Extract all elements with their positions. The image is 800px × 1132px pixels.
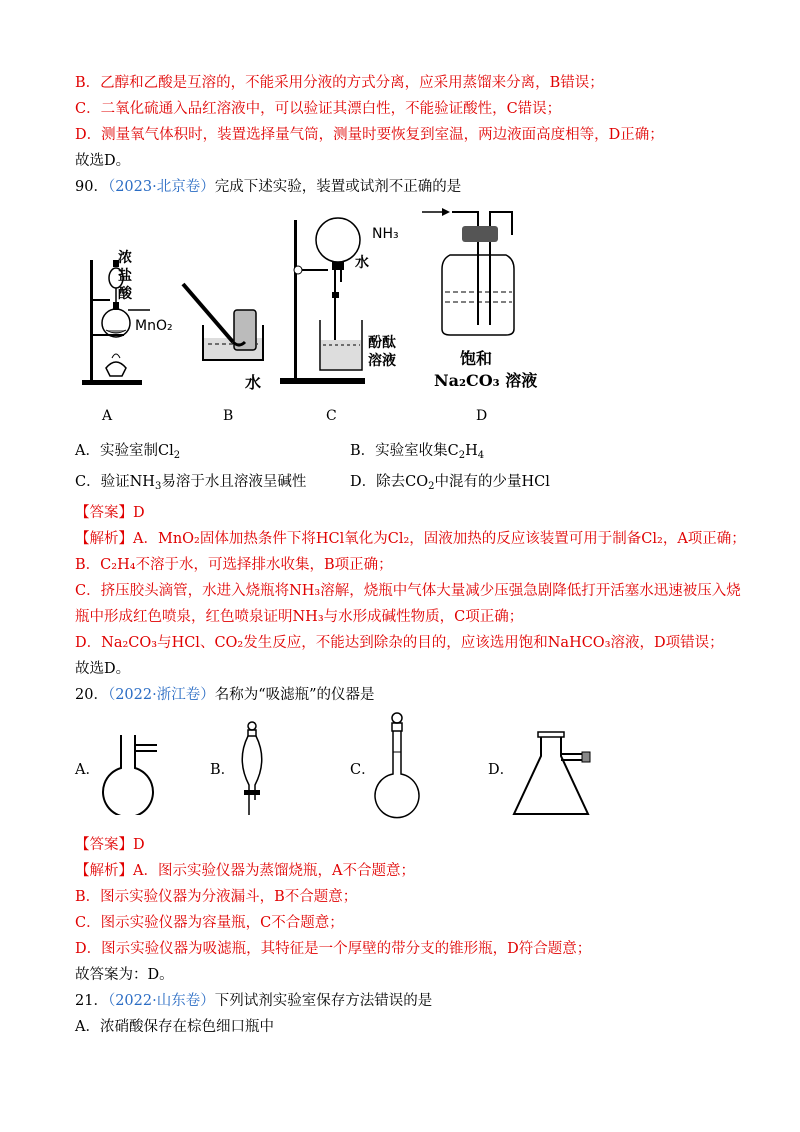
caption-c: C [326, 408, 337, 424]
q90-answer: 【答案】D [75, 505, 145, 521]
prev-conclusion: 故选D。 [75, 153, 131, 169]
q90-stem-line [75, 177, 461, 197]
label-d-solution-2: Na₂CO₃ 溶液 [434, 371, 538, 390]
label-c-indicator-2: 溶液 [368, 353, 396, 369]
q20-analysis-c: C．图示实验仪器为容量瓶，C不合题意； [75, 915, 344, 931]
label-a-mno2: MnO₂ [135, 318, 173, 334]
separatory-funnel-icon [232, 720, 272, 820]
q20-source: （2022·浙江卷） [107, 687, 215, 703]
q90-source: （2023·北京卷） [107, 179, 215, 195]
label-a-reagent-2: 盐 [118, 268, 132, 284]
q21-option-a: A．浓硝酸保存在棕色细口瓶中 [75, 1019, 274, 1035]
prev-analysis-b: B．乙醇和乙酸是互溶的，不能采用分液的方式分离，应采用蒸馏来分离，B错误； [75, 75, 604, 91]
q20-analysis-b: B．图示实验仪器为分液漏斗，B不合题意； [75, 889, 358, 905]
q20-option-b-label: B． [210, 762, 236, 778]
q20-analysis-a: 【解析】A．图示实验仪器为蒸馏烧瓶，A不合题意； [75, 863, 415, 879]
apparatus-c-figure [280, 210, 380, 390]
q90-analysis-d: D．Na₂CO₃与HCl、CO₂发生反应，不能达到除杂的目的，应该选用饱和NaHCO₃溶液，D项错误； [75, 635, 724, 651]
label-c-water: 水 [355, 255, 369, 271]
q20-stem: 名称为“吸滤瓶”的仪器是 [214, 687, 375, 703]
q20-option-d-label: D． [488, 762, 515, 778]
distilling-flask-icon [95, 730, 165, 815]
q90-option-a: A．实验室制$Cl_2$ [75, 443, 181, 461]
q21-source: （2022·山东卷） [107, 993, 215, 1009]
caption-a: A [102, 408, 113, 424]
q90-option-b: B．实验室收集$C_2H_4$ [350, 443, 485, 461]
q20-stem-line [75, 685, 375, 705]
label-a-reagent-1: 浓 [118, 250, 132, 266]
apparatus-d-figure [420, 200, 530, 340]
q90-option-d: D．除去$CO_2$中混有的少量HCl [350, 474, 550, 492]
q21-stem-line [75, 991, 432, 1011]
prev-analysis-c: C．二氧化硫通入品红溶液中，可以验证其漂白性，不能验证酸性，C错误； [75, 101, 562, 117]
q21-number: 21． [75, 993, 108, 1009]
caption-d: D [476, 408, 488, 424]
q90-option-c: C．验证$NH_3$易溶于水且溶液呈碱性 [75, 474, 307, 492]
label-a-reagent-3: 酸 [118, 286, 132, 302]
q90-analysis-c2: 瓶中形成红色喷泉，红色喷泉证明NH₃与水形成碱性物质，C项正确； [75, 609, 524, 625]
prev-analysis-d: D．测量氧气体积时，装置选择量气筒，测量时要恢复到室温，两边液面高度相等，D正确； [75, 127, 664, 143]
label-c-nh3: NH₃ [372, 226, 399, 242]
q20-option-a-label: A． [75, 762, 100, 778]
q90-stem: 完成下述实验，装置或试剂不正确的是 [214, 179, 462, 195]
suction-flask-icon [510, 728, 610, 820]
q20-answer: 【答案】D [75, 837, 145, 853]
q90-analysis-c1: C．挤压胶头滴管，水进入烧瓶将NH₃溶解，烧瓶中气体大量减少压强急剧降低打开活塞水迅速被压入烧 [75, 583, 741, 599]
label-b-water: 水 [245, 373, 262, 392]
label-d-solution-1: 饱和 [460, 349, 493, 368]
q20-number: 20． [75, 687, 108, 703]
apparatus-b-figure [178, 280, 278, 390]
q90-conclusion: 故选D。 [75, 661, 131, 677]
caption-b: B [223, 408, 234, 424]
q20-option-c-label: C． [350, 762, 376, 778]
volumetric-flask-icon [372, 712, 422, 822]
q90-analysis-b: B．C₂H₄不溶于水，可选择排水收集，B项正确； [75, 557, 393, 573]
q20-analysis-d: D．图示实验仪器为吸滤瓶，其特征是一个厚壁的带分支的锥形瓶，D符合题意； [75, 941, 592, 957]
label-c-indicator-1: 酚酞 [368, 335, 396, 351]
q21-stem: 下列试剂实验室保存方法错误的是 [214, 993, 433, 1009]
q90-analysis-a: 【解析】A．MnO₂固体加热条件下将HCl氧化为Cl₂，固液加热的反应该装置可用于制备Cl₂，A项正确； [75, 531, 746, 547]
q90-number: 90． [75, 179, 108, 195]
q20-conclusion: 故答案为：D。 [75, 967, 174, 983]
